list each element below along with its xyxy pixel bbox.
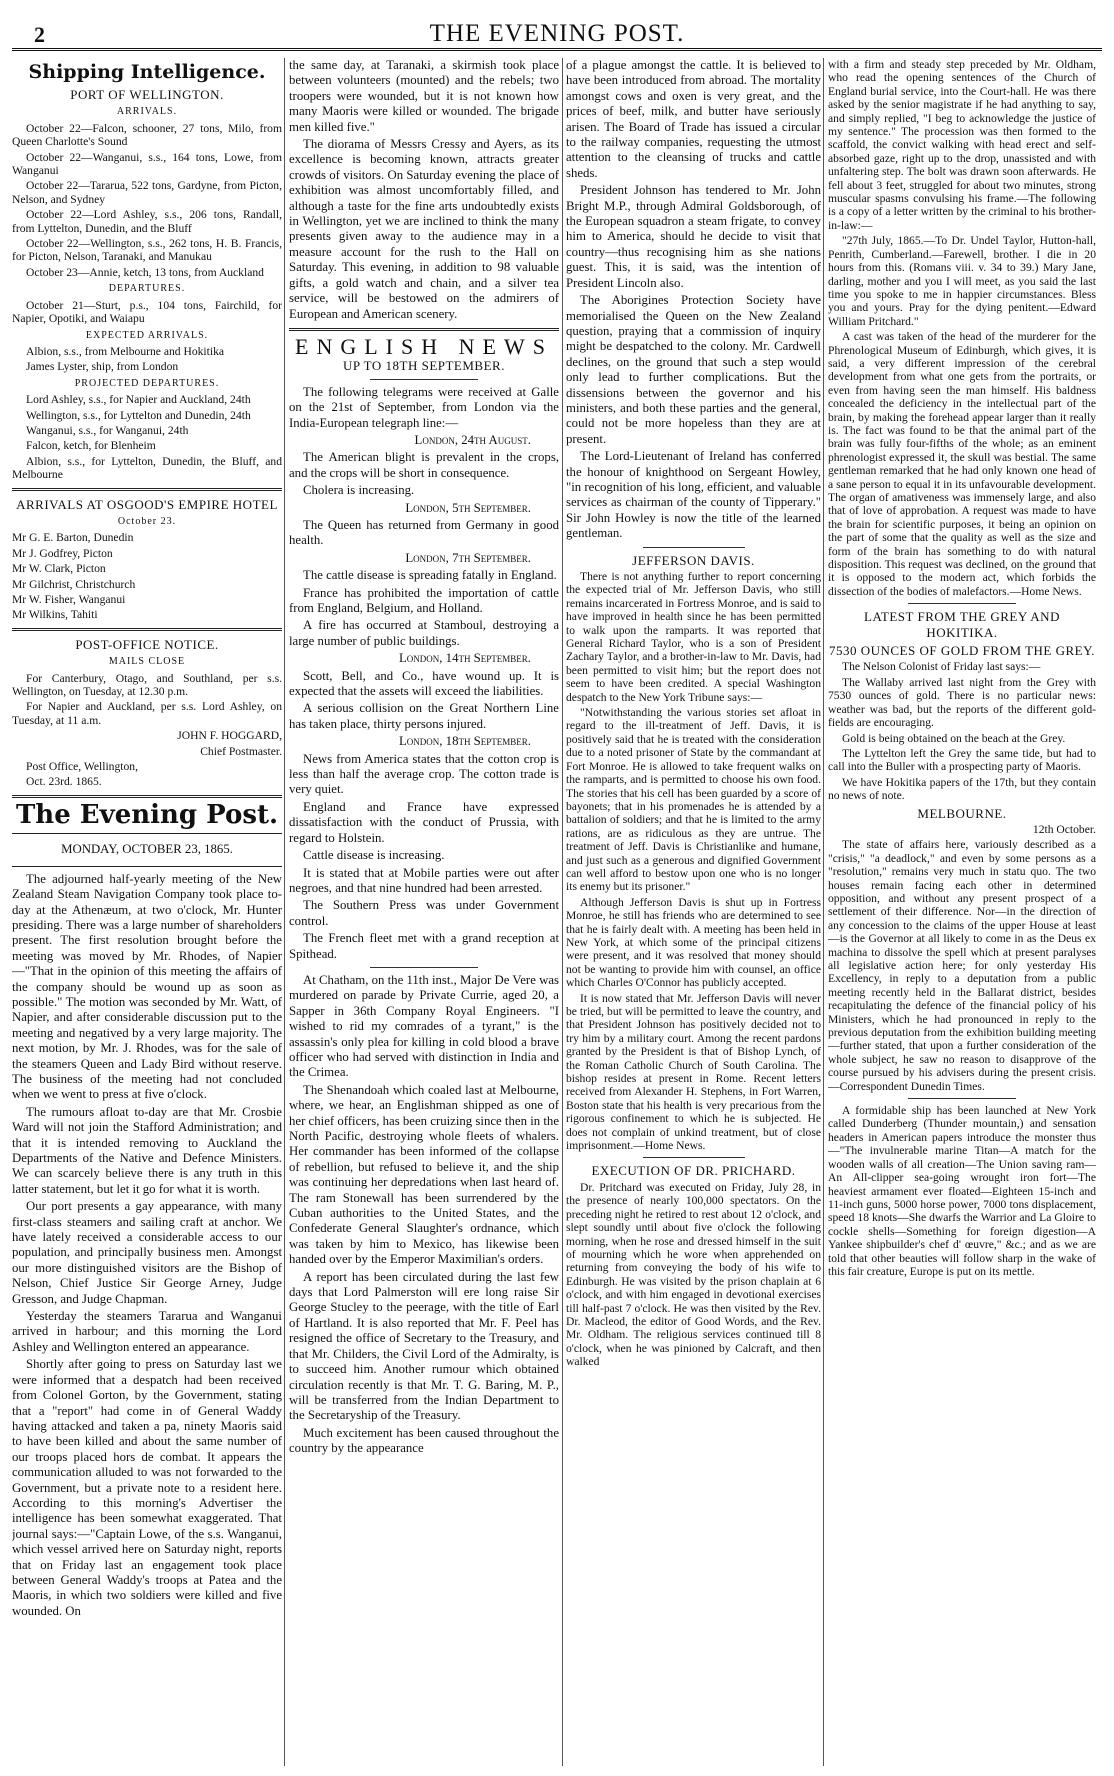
hotel-guest: Mr J. Godfrey, Picton [12,546,113,560]
rule [908,603,1015,604]
arrivals-label: ARRIVALS. [116,106,178,118]
port-heading: PORT OF WELLINGTON. [70,87,224,102]
grey-hokitika-heading: LATEST FROM THE GREY AND HOKITIKA. [864,609,1060,640]
article-paragraph: The following telegrams were received at Galle on the 21st of September, from London via the India-European telegraph line:— [289,384,559,430]
article-paragraph: A cast was taken of the head of the murderer for the Phrenological Museum of Edinburgh, which gives, it is said, a very different impression of the cerebral development from what one gets from the portraits, or even from having seen the man himself. His baldness concealed the deficiency in the intellectual part of the brain, by making the forehead appear larger than it really is. The fact was found to be that the animal part of the brain was fully four-fifths of the whole; as an eminent phrenologist expressed it, the skull was bestial. The same gentleman remarked that he had only known one head of a sane person to equal it in its unfavourable development. The organ of amativeness was immensely large, and also that of love of approbation. A request was made to have the brain for scientific purposes, it being an opinion on the part of some that the quality as well as the size and form of the brain has something to do with natural disposition. This request was declined, on the ground that it is opposed to the modern act, which forbids the dissection of the bodies of malefactors.—Home News. [828,330,1096,598]
column-divider [823,58,824,1766]
telegram-item: A fire has occurred at Stamboul, destroying a large number of public buildings. [289,618,559,648]
article-paragraph: Much excitement has been caused throughout the country by the appearance [289,1425,559,1456]
nameplate: The Evening Post. [15,799,279,830]
telegram-item: Cattle disease is increasing. [303,848,445,863]
rule [370,967,478,968]
expected-item: Albion, s.s., from Melbourne and Hokitika [26,344,225,358]
telegram-item: The cattle disease is spreading fatally in England. [303,568,557,583]
post-office-date: Oct. 23rd. 1865. [26,775,102,789]
telegram-item: The French fleet met with a grand reception at Spithead. [289,931,559,961]
column-4 [828,58,1096,1766]
departures-label: DEPARTURES. [108,283,186,295]
article-paragraph: Yesterday the steamers Tararua and Wanganui arrived in harbour; and this morning the Lord Ashley and Wellington entered an appearance. [12,1309,282,1354]
post-office-heading: POST-OFFICE NOTICE. [75,636,219,652]
column-3 [566,58,821,1766]
execution-heading: EXECUTION OF DR. PRICHARD. [591,1163,796,1179]
arrival-item: October 23—Annie, ketch, 13 tons, from Auckland [26,265,264,279]
article-paragraph: The diorama of Messrs Cressy and Ayers, as its excellence is becoming known, attracts greater crowds of visitors. On Saturday evening the place of exhibition was almost uncomfortably filled, and although a taste for the fine arts undoubtedly exists in Wellington, yet we are inclined to think the many presents given away to the audience may in a measure account for the rush to the Hall on Saturday. This evening, in addition to 98 valuable gifts, a gold watch and chain, and a silver tea service, will be bestowed on the admirers of European and American scenery. [289,137,559,321]
section-rule [289,328,559,331]
mails-notice: For Napier and Auckland, per s.s. Lord Ashley, on Tuesday, at 11 a.m. [12,700,282,727]
hotel-guest: Mr Gilchrist, Christchurch [12,577,136,591]
arrival-item: October 22—Lord Ashley, s.s., 206 tons, Randall, from Lyttelton, Dunedin, and the Bluff [12,208,282,235]
melbourne-heading: MELBOURNE. [917,805,1007,821]
page-number: 2 [34,22,45,47]
section-rule [12,795,282,798]
mails-close-label: MAILS CLOSE [108,656,186,668]
article-paragraph: President Johnson has tendered to Mr. John Bright M.P., through Admiral Goldsborough, of the European squadron a steam frigate, to convey him to America, should he decide to visit that country—thus recognising him as she nations guest. This, it is said, was the intention of President Lincoln also. [566,183,821,290]
arrival-item: October 22—Tararua, 522 tons, Gardyne, from Picton, Nelson, and Sydney [12,179,282,206]
english-news-subheading: UP TO 18TH SEPTEMBER. [343,358,505,374]
hotel-heading: ARRIVALS AT OSGOOD'S EMPIRE HOTEL [16,496,278,512]
column-2 [289,58,559,1766]
english-news-heading: ENGLISH NEWS [295,333,553,359]
arrival-item: October 22—Wellington, s.s., 262 tons, H. B. Francis, for Picton, Nelson, Taranaki, and Manukau [12,237,282,264]
projected-item: Albion, s.s., for Lyttelton, Dunedin, the Bluff, and Melbourne [12,454,282,482]
telegram-item: A serious collision on the Great Northern Line has taken place, thirty persons injured. [289,701,559,731]
newspaper-title: THE EVENING POST. [429,20,685,47]
telegram-item: The Queen has returned from Germany in good health. [289,517,559,548]
departure-item: October 21—Sturt, p.s., 104 tons, Fairchild, for Napier, Opotiki, and Waiapu [12,298,282,326]
telegram-item: Cholera is increasing. [303,483,415,498]
expected-arrivals-label: EXPECTED ARRIVALS. [85,329,209,341]
hotel-guest: Mr Wilkins, Tahiti [12,608,98,622]
hotel-guest: Mr W. Clark, Picton [12,562,106,576]
rule [12,833,282,834]
article-paragraph: The Aborigines Protection Society have memorialised the Queen on the New Zealand question, praying that a commission of inquiry might be despatched to the colony. Mr. Cardwell declines, on the ground that such a step would only lead to further complications. But the dissensions between the governor and his ministers, and both these parties and the general, could not be more hopeless than they are at present. [566,293,821,446]
telegram-item: England and France have expressed dissatisfaction with the conduct of Prussia, with regard to Holstein. [289,799,559,845]
gold-subheading: 7530 OUNCES OF GOLD FROM THE GREY. [828,643,1096,659]
article-paragraph: Dr. Pritchard was executed on Friday, July 28, in the presence of nearly 100,000 spectators. On the preceding night he retired to rest about 12 o'clock, and slept soundly until about five o'clock the following morning, when he rose and dressed himself in the suit of mourning which he wore when apprehended on returning from conveying the body of his wife to Edinburgh. He was visited by the prison chaplain at 6 o'clock, and with him engaged in devotional exercises till half-past 7 o'clock. He was then visited by the Rev. Dr. Macleod, the editor of Good Words, and the Rev. Mr. Oldham. The religious services continued till 8 o'clock, when he was pinioned by Calcraft, and then walked [566,1180,821,1369]
postmaster-name: JOHN F. HOGGARD, [177,729,282,743]
section-rule [12,488,282,491]
rule [370,379,478,380]
melbourne-date: 12th October. [1032,822,1096,836]
projected-departures-label: PROJECTED DEPARTURES. [74,377,220,389]
article-paragraph: The Shenandoah which coaled last at Melbourne, where, we hear, an Englishman shipped as one of her chief officers, has been cruizing since then in the North Pacific, destroying whole fleets of whalers. Her commander has been informed of the collapse of rebellion, but refused to believe it, and the ship was continuing her depredations when last heard of. The ram Stonewall has been surrendered by the Cuban authorities to the United States, and the Confederate General Slaughter's ordnance, which was taken by him to Mexico, has likewise been handed over by the Emperor Maximilian's orders. [289,1082,559,1267]
shipping-heading: Shipping Intelligence. [28,61,266,83]
hotel-guest: Mr W. Fisher, Wanganui [12,593,126,606]
telegram-dateline: London, 18th September. [398,734,531,749]
article-paragraph: with a firm and steady step preceded by Mr. Oldham, who read the opening sentences of the Church of England burial service, into the Court-hall. He was there asked by the senior magistrate if he had anything to say, and simply replied, "I beg to acknowledge the justice of my sentence." The procession was then formed to the scaffold, the convict walking with head erect and self-absorbed gaze, right up to the drop, unassisted and with unfaltering step. The bolt was drawn soon afterwards. He fell about 3 feet, struggled for about two minutes, strong muscular spasms convulsing his frame.—The following is a copy of a letter written by the criminal to his brother-in-law:— [828,58,1096,232]
jefferson-davis-heading: JEFFERSON DAVIS. [632,552,755,568]
arrival-item: October 22—Wanganui, s.s., 164 tons, Lowe, from Wanganui [12,150,282,178]
article-paragraph: Shortly after going to press on Saturday last we were informed that a despatch had been received from Colonel Gorton, by the Government, stating that a "report" had come in of General Waddy having attacked and taken a pa, ninety Maoris said to have been killed and about the same number of our troops placed hors de combat. It appears the communication alluded to was not forwarded to the Government, but a private note to a resident here. According to this morning's Advertiser the intelligence has been somewhat exaggerated. That journal says:—"Captain Lowe, of the s.s. Wanganui, which vessel arrived here on Saturday night, reports that on Friday last an engagement took place between General Waddy's troops at Patea and the Maoris, in which two soldiers were killed and five wounded. On [12,1357,282,1618]
rule [12,866,282,867]
article-paragraph: A formidable ship has been launched at New York called Dunderberg (Thunder mountain,) and sensation headers in American papers introduce the monster thus—"The invulnerable marine Titan—A match for the wooden walls of all creation—The Union saving ram—An All-clipper sea-going wrought iron fort—The heaviest armament ever floated—Eighteen 15-inch and 11-inch guns, 5000 horse power, 7000 tons displacement, speed 18 knots—She dwarfs the Warrior and La Gloire to cockle shells—Something for foreign digestion—A Yankee shipbuilder's chef d' œuvre," &c.; and as we are told that other beauties will follow sharp in the wake of this fair creature, Europe is put on its mettle. [828,1104,1096,1278]
article-paragraph: The Lord-Lieutenant of Ireland has conferred the honour of knighthood on Sergeant Howley, "in recognition of his long, efficient, and valuable services as chairman of the county of Tipperary." Sir John Howley is now the title of the learned gentleman. [566,449,821,541]
expected-item: James Lyster, ship, from London [26,360,179,374]
section-rule [12,628,282,631]
post-office-place: Post Office, Wellington, [26,760,138,774]
article-paragraph: There is not anything further to report concerning the expected trial of Mr. Jefferson Davis, who still remains incarcerated in Fortress Monroe, and is said to have improved in health since he has been permitted to walk upon the ramparts. It was reported that General Richard Taylor, who is a son of President Zachary Taylor, and a brother-in-law to Mr. Davis, had been permitted to visit him; but the report does not seem to have been credited. A special Washington despatch to the New York Tribune says:— [566,570,821,704]
column-divider [562,58,563,1766]
telegram-dateline: London, 14th September. [398,651,531,666]
article-paragraph: Although Jefferson Davis is shut up in Fortress Monroe, he still has friends who are determined to see that he is fairly dealt with. A meeting has been held in New York, at which some of the principal citizens were present, and it was resolved that money should not be wanting to provide him with counsel, an office which Charles O'Connor has publicly accepted. [566,895,821,990]
telegram-item: Scott, Bell, and Co., have wound up. It is expected that the assets will exceed the liabilities. [289,668,559,699]
article-paragraph: Our port presents a gay appearance, with many first-class steamers and sailing craft at anchor. We have lately received a considerable access to our population, and principally business men. Amongst our more distinguished visitors are the Bishop of Nelson, Chief Justice Sir George Arney, Judge Gresson, and Judge Chapman. [12,1199,282,1306]
telegram-item: The Southern Press was under Government control. [289,898,559,928]
article-paragraph: A report has been circulated during the last few days that Lord Palmerston will ere long raise Sir George Stucley to the peerage, with the title of Earl of Hartland. It is also reported that Mr. F. Peel has resigned the office of Secretary to the Treasury, and that Mr. Childers, the Civil Lord of the Admiralty, is to succeed him. Another rumour which obtained circulation recently is that Mr. T. G. Baring, M. P., will be transferred from the Indian Department to the Secretaryship of the Treasury. [289,1269,559,1423]
arrival-item: October 22—Falcon, schooner, 27 tons, Milo, from Queen Charlotte's Sound [12,121,282,149]
article-paragraph: It is now stated that Mr. Jefferson Davis will never be tried, but will be permitted to leave the country, and that President Johnson has positively decided not to try him by a military court. Among the recent pardons granted by the President is that of Bishop Lynch, of the Roman Catholic Church of South Carolina. The bishop resides at present in Rome. Recent letters received from Alexander H. Stephens, in Fort Warren, Boston state that his health is very precarious from the rigorous confinement to which he is subjected. He does not complain of unkind treatment, but of close imprisonment.—Home News. [566,991,821,1153]
article-paragraph: of a plague amongst the cattle. It is believed to have been introduced from abroad. The mortality amongst cows and oxen is very great, and the prices of beef, milk, and butter have seriously arisen. The Board of Trade has issued a circular to the railway companies, requesting the utmost attention to the cleansing of trucks and cattle sheds. [566,58,821,180]
column-divider [284,58,285,1766]
letter-paragraph: "27th July, 1865.—To Dr. Undel Taylor, Hutton-hall, Penrith, Cumberland.—Farewell, brother. I die in 20 hours from this. (Romans viii. v. 34 to 39.) Mary Jane, darling, mother and you I will meet, as you said the last time you spoke to me in happier circumstances. Bless you and yours. Pray for the dying penitent.—Edward William Pritchard." [828,234,1096,328]
article-paragraph: The Wallaby arrived last night from the Grey with 7530 ounces of gold. There is no particular news: weather was bad, but the reports of the different gold-fields are encouraging. [828,675,1096,730]
rule [643,1157,745,1158]
telegram-item: News from America states that the cotton crop is less than half the average crop. The cotton trade is very quiet. [289,751,559,797]
rule [908,1098,1015,1099]
postmaster-title: Chief Postmaster. [200,744,282,758]
article-paragraph: The rumours afloat to-day are that Mr. Crosbie Ward will not join the Stafford Administration; and that it is intended removing to Auckland the Departments of the Native and Defence Ministers. We can scarcely believe there is any truth in this latter statement, but let it go for what it is worth. [12,1104,282,1196]
rule [643,547,745,548]
dateline: MONDAY, OCTOBER 23, 1865. [61,842,233,857]
hotel-guest: Mr G. E. Barton, Dunedin [12,531,134,545]
telegram-dateline: London, 24th August. [414,432,531,447]
hotel-date: October 23. [117,515,177,527]
telegram-item: The American blight is prevalent in the crops, and the crops will be short in consequence. [289,450,559,480]
article-paragraph: Gold is being obtained on the beach at the Grey. [842,731,1066,745]
projected-item: Wanganui, s.s., for Wanganui, 24th [26,423,189,437]
telegram-item: France has prohibited the importation of cattle from England, Belgium, and Holland. [289,585,559,615]
projected-item: Wellington, s.s., for Lyttelton and Dunedin, 24th [26,408,251,422]
article-paragraph: We have Hokitika papers of the 17th, but they contain no news of note. [828,775,1096,803]
telegram-dateline: London, 5th September. [405,500,531,515]
telegram-item: It is stated that at Mobile parties were out after negroes, and that nine hundred had been arrested. [289,865,559,895]
article-paragraph: At Chatham, on the 11th inst., Major De Vere was murdered on parade by Private Currie, aged 20, a Sapper in 36th Company Royal Engineers. "I wished to rid my comrades of a tyrant," is the assassin's only plea for killing in cold blood a brave officer who had served with distinction in India and the Crimea. [289,972,559,1080]
projected-item: Lord Ashley, s.s., for Napier and Auckland, 24th [26,393,251,407]
mails-notice: For Canterbury, Otago, and Southland, per s.s. Wellington, on Tuesday, at 12.30 p.m. [12,671,282,699]
article-paragraph: The Nelson Colonist of Friday last says:— [842,660,1041,674]
article-paragraph: the same day, at Taranaki, a skirmish took place between volunteers (mounted) and the rebels; two troopers were wounded, but it is not known how many Maoris were killed or wounded. The brigade men killed five." [289,58,559,134]
article-paragraph: The adjourned half-yearly meeting of the New Zealand Steam Navigation Company took place to-day at the Athenæum, at two o'clock, Mr. Hunter presiding. There was a large number of shareholders present. The first resolution brought before the meeting was moved by Mr. Rhodes, of Napier—"That in the opinion of this meeting the affairs of the company should be wound up as soon as possible." The motion was seconded by Mr. Watt, of Napier, and after considerable discussion put to the meeting and negatived by a very large majority. The next motion, by Mr. J. Rhodes, was for the sale of the steamers Queen and Lady Bird without reserve. The business of the meeting had not concluded when we went to press at five o'clock. [12,871,282,1102]
projected-item: Falcon, ketch, for Blenheim [26,439,156,453]
article-paragraph: "Notwithstanding the various stories set afloat in regard to the ill-treatment of Jeff. Davis, it is positively said that he is treated with the consideration due to a noted prisoner of State by the commandant at Fort Monroe. He is allowed to take frequent walks on the ramparts, and is permitted to choose his own food. The stories that his cell has been guarded by a score of bayonets; that in his promenades he is attended by a battalion of soldiers; and that he is limited to the army rations, are as ridiculous as they are untrue. The treatment of Jeff. Davis is Christianlike and humane, and just such as a generous and dignified Government can well afford to bestow upon one who is no longer its enemy but its prisoner." [566,706,821,894]
column-1 [12,58,282,1766]
masthead [12,14,1102,51]
telegram-dateline: London, 7th September. [405,550,531,565]
article-paragraph: The Lyttelton left the Grey the same tide, but had to call into the Buller with a prospecting party of Maoris. [828,746,1096,774]
article-paragraph: The state of affairs here, variously described as a "crisis," "a deadlock," and even by some persons as a "resolution," remains very much in statu quo. The two houses remain facing each other in determined opposition, and without any present prospect of a settlement of their difference. Nor—in the direction of any concession to the claims of the upper House at least—is the Governor at all likely to come in as the Deus ex machina to dissolve the spell which at present paralyses all legislative action here; for only yesterday His Excellency, in reply to a deputation from a public meeting recently held in the Ballarat district, besides recapitulating the defence of the financial policy of his Ministers, which he had pronounced in reply to the previous deputation from the exhibition building meeting—further stated, that upon a further consideration of the whole subject, he saw no reason to disapprove of the course pursued by his advisers during the present crisis.—Correspondent Dunedin Times. [828,838,1096,1093]
